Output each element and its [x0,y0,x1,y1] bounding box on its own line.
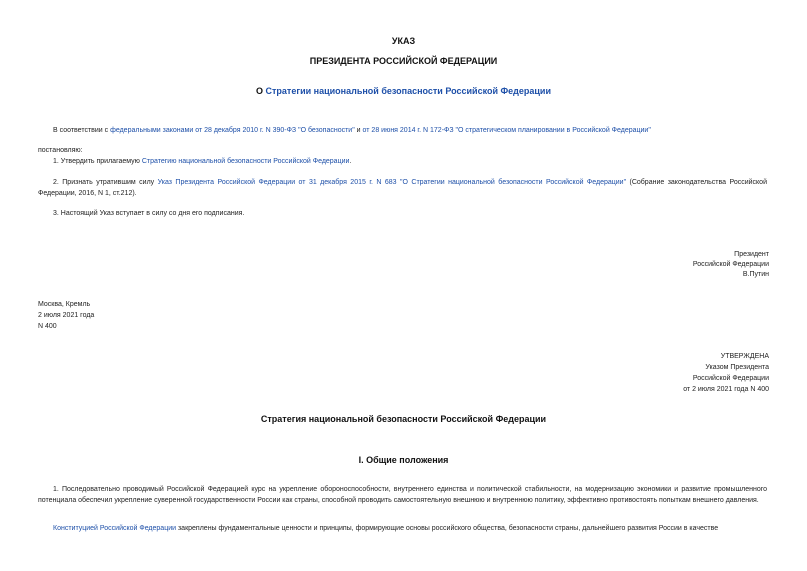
resolve-text: постановляю: [38,147,83,154]
place-date: 2 июля 2021 года [38,312,95,319]
decree-heading: УКАЗ [391,36,416,46]
section-1-paragraph-2 [38,524,767,535]
item-2-text: 2. Признать утратившим силу [53,179,158,186]
item-1 [53,157,351,167]
item-3: 3. Настоящий Указ вступает в силу со дня его подписания. [53,210,245,217]
law-390-link[interactable]: федеральными законами от 28 декабря 2010 г. N 390-ФЗ "О безопасности" [110,127,355,134]
constitution-link[interactable]: Конституцией Российской Федерации [53,525,177,532]
decree-subject [0,86,807,96]
strategy-title: Стратегия национальной безопасности Российской Федерации [260,414,547,424]
approved-country: Российской Федерации [692,375,769,382]
item-1-end: . [349,158,352,165]
section-1-paragraph-2-text: закреплены фундаментальные ценности и принципы, формирующие основы российского общества, безопасности страны, дальнейшего развития России в качестве [176,525,719,532]
item-2 [38,178,767,199]
place-city: Москва, Кремль [38,301,91,308]
subject-prefix: О [256,86,266,96]
strategy-title-link[interactable]: Стратегии национальной безопасности Российской Федерации [265,86,551,96]
signature-title: Президент [734,251,769,258]
strategy-link[interactable]: Стратегию национальной безопасности Российской Федерации [141,158,350,165]
section-1-heading: I. Общие положения [358,455,449,465]
item-1-text: 1. Утвердить прилагаемую [53,158,142,165]
law-172-link[interactable]: от 28 июня 2014 г. N 172-ФЗ "О стратегическом планировании в Российской Федерации" [362,127,651,134]
signature-country: Российской Федерации [692,261,769,268]
approved-by: Указом Президента [705,364,769,371]
decree-683-link[interactable]: Указ Президента Российской Федерации от 31 декабря 2015 г. N 683 "О Стратегии национальной безопасности Российской Федерации" [157,179,627,186]
approved-label: УТВЕРЖДЕНА [720,353,769,360]
approved-date: от 2 июля 2021 года N 400 [683,386,769,393]
signature-name: В.Путин [742,271,769,278]
preamble-paragraph [53,126,651,136]
president-heading: ПРЕЗИДЕНТА РОССИЙСКОЙ ФЕДЕРАЦИИ [309,56,498,66]
preamble-text: В соответствии с [53,127,111,134]
item-2-end: (Собрание законодательства Российской Федерации, 2016, N 1, ст.212). [38,179,767,197]
place-number: N 400 [38,323,57,330]
preamble-conjunction: и [354,127,363,134]
section-1-paragraph-1: 1. Последовательно проводимый Российской Федерацией курс на укрепление обороноспособности, внутреннего единства и политической стабильности, на модернизацию экономики и развитие промышленного потенциала обеспечил укрепление суверенной государственности России как страны, способной проводить самостоятельную внешнюю и внутреннюю политику, эффективно противостоять попыткам внешнего давления. [38,486,767,504]
